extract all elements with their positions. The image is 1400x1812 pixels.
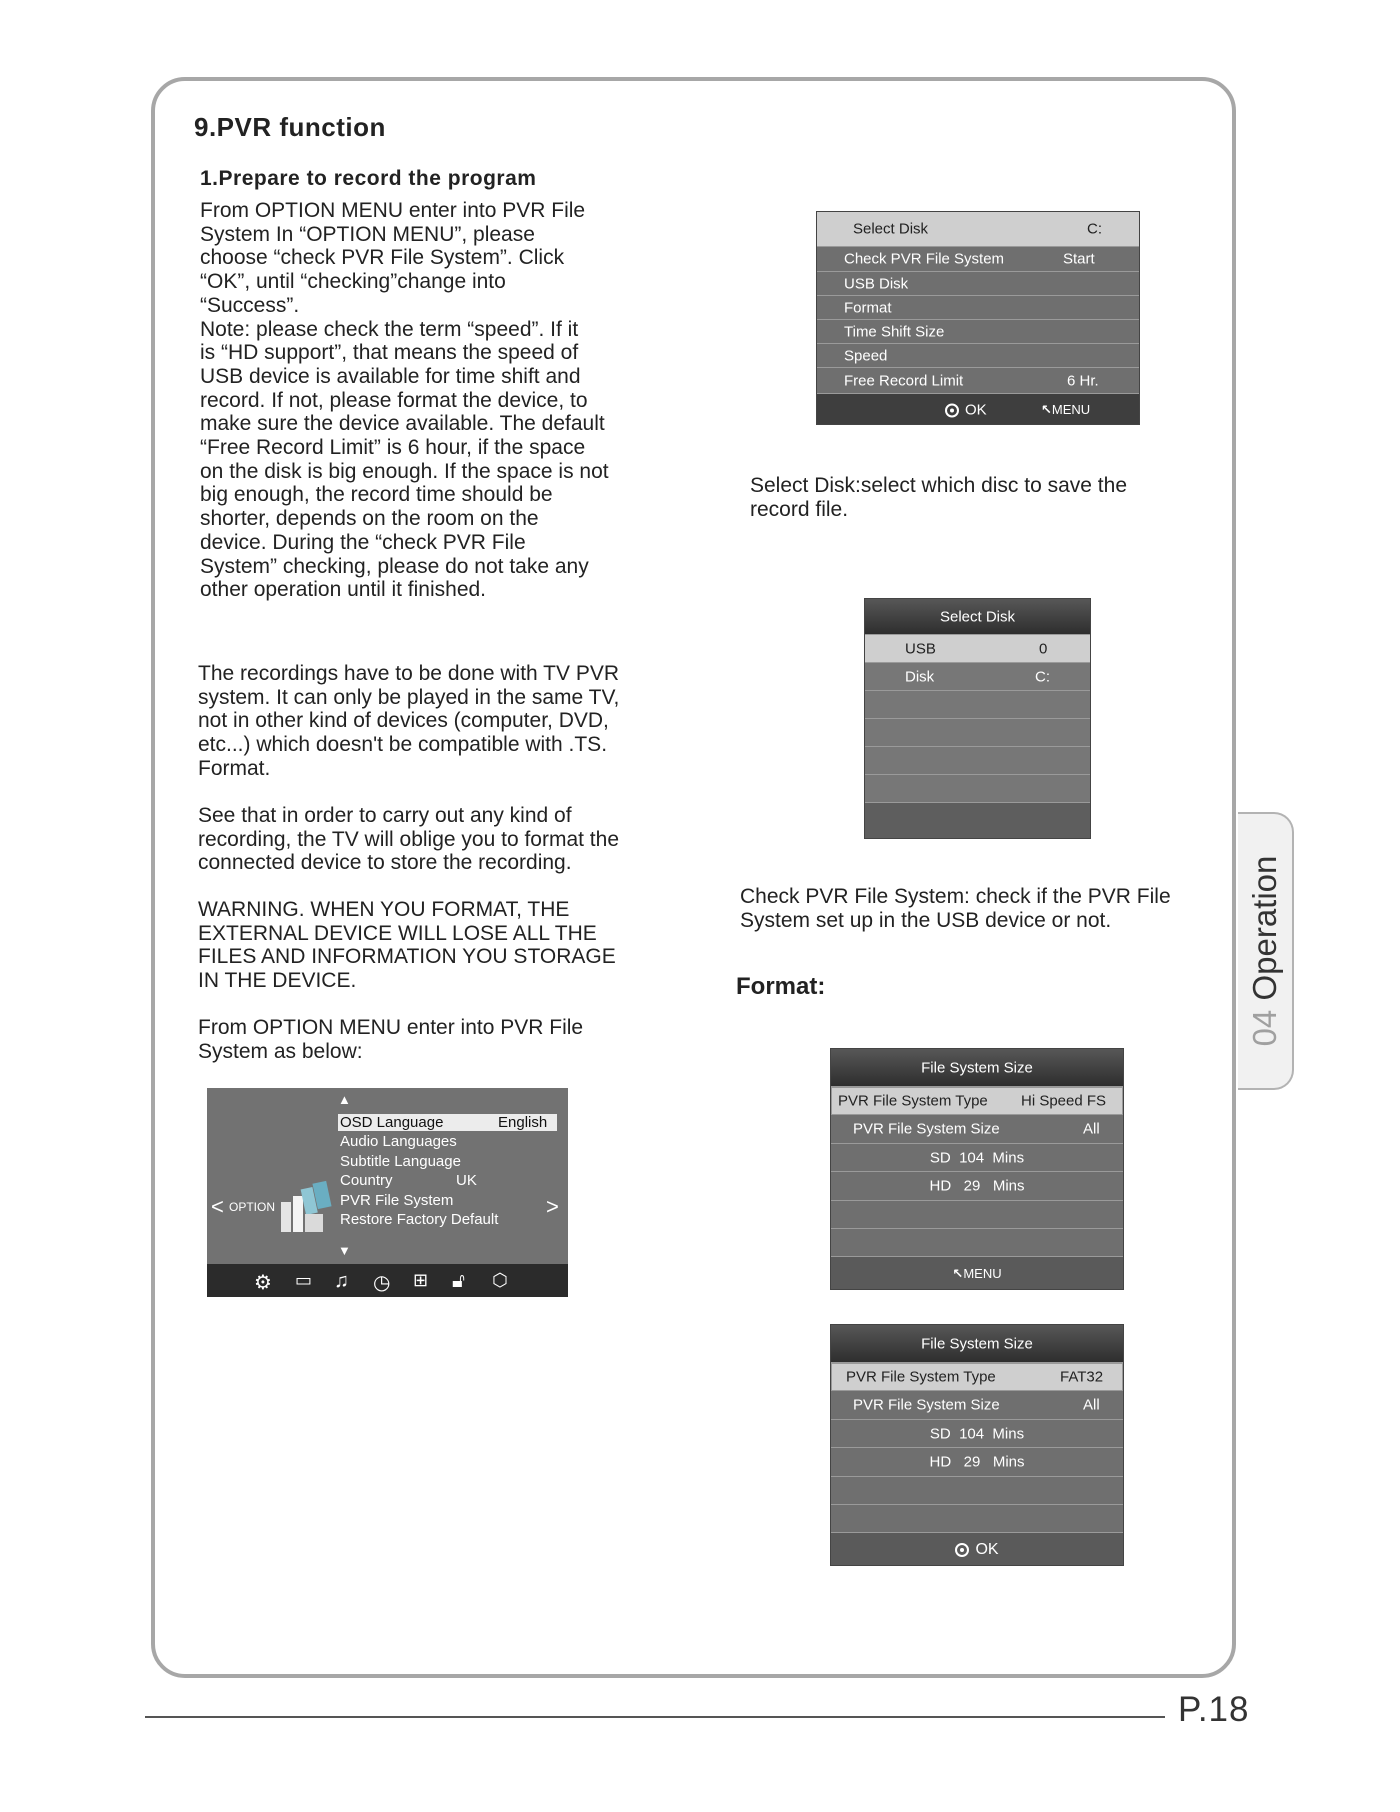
menu-row-free-record-limit[interactable]: Free Record Limit 6 Hr. — [817, 368, 1139, 394]
chapter-tab — [1238, 812, 1294, 1090]
chapter-number: 04 — [1246, 1009, 1283, 1047]
fs-size-row[interactable]: PVR File System Size All — [831, 1115, 1123, 1144]
option-label: OPTION — [229, 1200, 276, 1214]
music-note-icon[interactable]: ♫ — [334, 1270, 349, 1292]
scroll-down-arrow-icon[interactable]: ▼ — [338, 1243, 351, 1258]
fs-title: File System Size — [831, 1049, 1123, 1087]
fs-footer — [831, 1257, 1123, 1290]
page-number: P.18 — [1178, 1690, 1250, 1729]
grid-icon[interactable]: ⊞ — [413, 1270, 429, 1290]
fs-type-row[interactable]: PVR File System Type Hi Speed FS — [831, 1087, 1123, 1115]
option-item-osd-language[interactable]: OSD Language English — [338, 1114, 557, 1131]
file-system-size-menu-hispeed — [830, 1048, 1124, 1290]
pvr-file-system-menu — [816, 211, 1140, 425]
chevron-left-icon[interactable]: < — [211, 1194, 224, 1219]
option-menu-paragraph: From OPTION MENU enter into PVR File System as below: — [198, 1016, 584, 1063]
option-item-subtitle-language[interactable]: Subtitle Language — [340, 1153, 461, 1170]
menu-row-select-disk[interactable]: Select Disk C: — [817, 212, 1139, 247]
fs-hd-row: HD 29 Mins — [831, 1448, 1123, 1477]
disk-row-empty — [865, 691, 1090, 719]
option-item-restore-factory-default[interactable]: Restore Factory Default — [340, 1211, 499, 1228]
footer-rule — [145, 1716, 1165, 1718]
menu-icon: ↖ — [952, 1266, 964, 1281]
menu-footer — [817, 394, 1139, 425]
option-category-bar — [207, 1264, 568, 1297]
chevron-right-icon[interactable]: > — [546, 1194, 559, 1219]
menu-icon: ↖ — [1041, 402, 1052, 417]
tv-screen-icon[interactable]: ▭ — [295, 1270, 313, 1290]
option-item-audio-languages[interactable]: Audio Languages — [340, 1133, 457, 1150]
clock-icon[interactable]: ◷ — [373, 1272, 391, 1294]
subsection-title: 1.Prepare to record the program — [200, 167, 537, 190]
menu-row-check-fs[interactable]: Check PVR File System Start — [817, 247, 1139, 272]
ok-hint: OK — [945, 402, 987, 419]
disk-row-disk[interactable]: Disk C: — [865, 663, 1090, 691]
disk-row-empty — [865, 719, 1090, 747]
select-disk-menu — [864, 598, 1091, 839]
option-item-pvr-file-system[interactable]: PVR File System — [340, 1192, 454, 1209]
menu-hint: ↖MENU — [1041, 402, 1091, 417]
option-menu: ▲ OSD Language English Audio Languages Subtitle Language Country UK PVR File System Restore Factory Default ▼ < OPTION > ⚙ ▭ ♫ ◷ ⊞ 🔓︎ ⬡ — [207, 1088, 568, 1297]
recordings-paragraph: The recordings have to be done with TV PVR system. It can only be played in the same TV, not in other kind of devices (computer, DVD, etc...) which doesn't be compatible with .TS. Format. — [198, 662, 620, 780]
disk-row-empty — [865, 775, 1090, 803]
chapter-label: Operation — [1246, 855, 1283, 1001]
gear-icon[interactable]: ⚙ — [254, 1272, 272, 1294]
warning-paragraph: WARNING. WHEN YOU FORMAT, THE EXTERNAL DEVICE WILL LOSE ALL THE FILES AND INFORMATION YOU STORAGE IN THE DEVICE. — [198, 898, 616, 993]
intro-paragraph: From OPTION MENU enter into PVR File System In “OPTION MENU”, please choose “check PVR File System”. Click “OK”, until “checking”change into “Success”. Note: please check the term “speed”. If it is “HD support”, that means the speed of USB device is available for time shift and record. If not, please format the device, to make sure the device available. The default “Free Record Limit” is 6 hour, if the space on the disk is big enough. If the space is not big enough, the record time should be shorter, depends on the room on the device. During the “check PVR File System” checking, please do not take any other operation until it finished. — [200, 199, 609, 602]
fs-empty-row — [831, 1229, 1123, 1257]
select-disk-footer — [865, 803, 1090, 839]
ok-icon — [955, 1543, 969, 1557]
disk-row-usb[interactable]: USB 0 — [865, 635, 1090, 663]
menu-row-format[interactable]: Format — [817, 296, 1139, 320]
disk-row-empty — [865, 747, 1090, 775]
select-disk-description: Select Disk:select which disc to save the record file. — [750, 474, 1127, 521]
fs-size-row[interactable]: PVR File System Size All — [831, 1391, 1123, 1420]
cube-icon[interactable]: ⬡ — [492, 1270, 508, 1290]
format-heading: Format: — [736, 973, 826, 1000]
fs-footer — [831, 1533, 1123, 1566]
scroll-up-arrow-icon[interactable]: ▲ — [338, 1092, 351, 1107]
section-title: 9.PVR function — [194, 112, 386, 142]
select-disk-title: Select Disk — [865, 599, 1090, 635]
menu-row-time-shift-size[interactable]: Time Shift Size — [817, 320, 1139, 344]
fs-sd-row: SD 104 Mins — [831, 1420, 1123, 1448]
file-system-size-menu-fat32 — [830, 1324, 1124, 1566]
check-fs-description: Check PVR File System: check if the PVR File System set up in the USB device or not. — [740, 885, 1171, 932]
ok-hint: OK — [831, 1541, 1123, 1559]
ok-icon — [945, 404, 959, 418]
fs-empty-row — [831, 1505, 1123, 1533]
fs-type-row[interactable]: PVR File System Type FAT32 — [831, 1363, 1123, 1391]
option-graphic-icon — [279, 1180, 335, 1234]
menu-row-usb-disk[interactable]: USB Disk — [817, 272, 1139, 296]
lock-icon[interactable]: 🔓︎ — [452, 1270, 465, 1292]
fs-empty-row — [831, 1201, 1123, 1229]
menu-hint: ↖MENU — [952, 1266, 1002, 1281]
fs-sd-row: SD 104 Mins — [831, 1144, 1123, 1172]
fs-title: File System Size — [831, 1325, 1123, 1363]
fs-hd-row: HD 29 Mins — [831, 1172, 1123, 1201]
format-note-paragraph: See that in order to carry out any kind of recording, the TV will oblige you to format the connected device to store the recording. — [198, 804, 619, 875]
menu-row-speed[interactable]: Speed — [817, 344, 1139, 368]
fs-empty-row — [831, 1477, 1123, 1505]
